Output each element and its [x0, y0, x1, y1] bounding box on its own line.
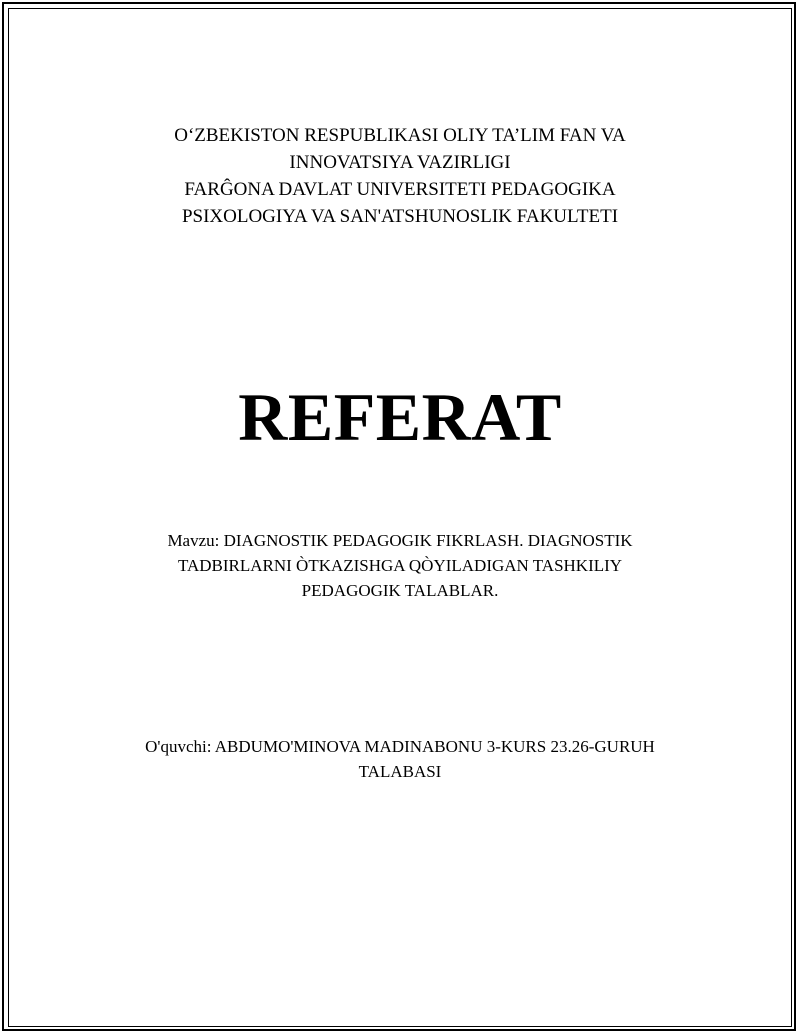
- topic-line: Mavzu: DIAGNOSTIK PEDAGOGIK FIKRLASH. DIAGNOSTIK: [167, 531, 633, 550]
- topic-line: TADBIRLARNI ÒTKAZISHGA QÒYILADIGAN TASHKILIY: [177, 556, 623, 575]
- topic-line: PEDAGOGIK TALABLAR.: [301, 581, 499, 600]
- student-line: TALABASI: [358, 762, 442, 781]
- student-line: O'quvchi: ABDUMO'MINOVA MADINABONU 3-KURS 23.26-GURUH: [145, 737, 655, 756]
- institution-line: INNOVATSIYA VAZIRLIGI: [289, 152, 511, 173]
- topic-section: [0, 528, 800, 603]
- document-title: REFERAT: [238, 379, 562, 455]
- student-section: [0, 734, 800, 784]
- institution-line: FARĜONA DAVLAT UNIVERSITETI PEDAGOGIKA: [184, 179, 616, 200]
- institution-line: PSIXOLOGIYA VA SAN'ATSHUNOSLIK FAKULTETI: [181, 206, 619, 227]
- institution-line: O‘ZBEKISTON RESPUBLIKASI OLIY TA’LIM FAN VA: [174, 125, 626, 146]
- institution-header: [0, 122, 800, 230]
